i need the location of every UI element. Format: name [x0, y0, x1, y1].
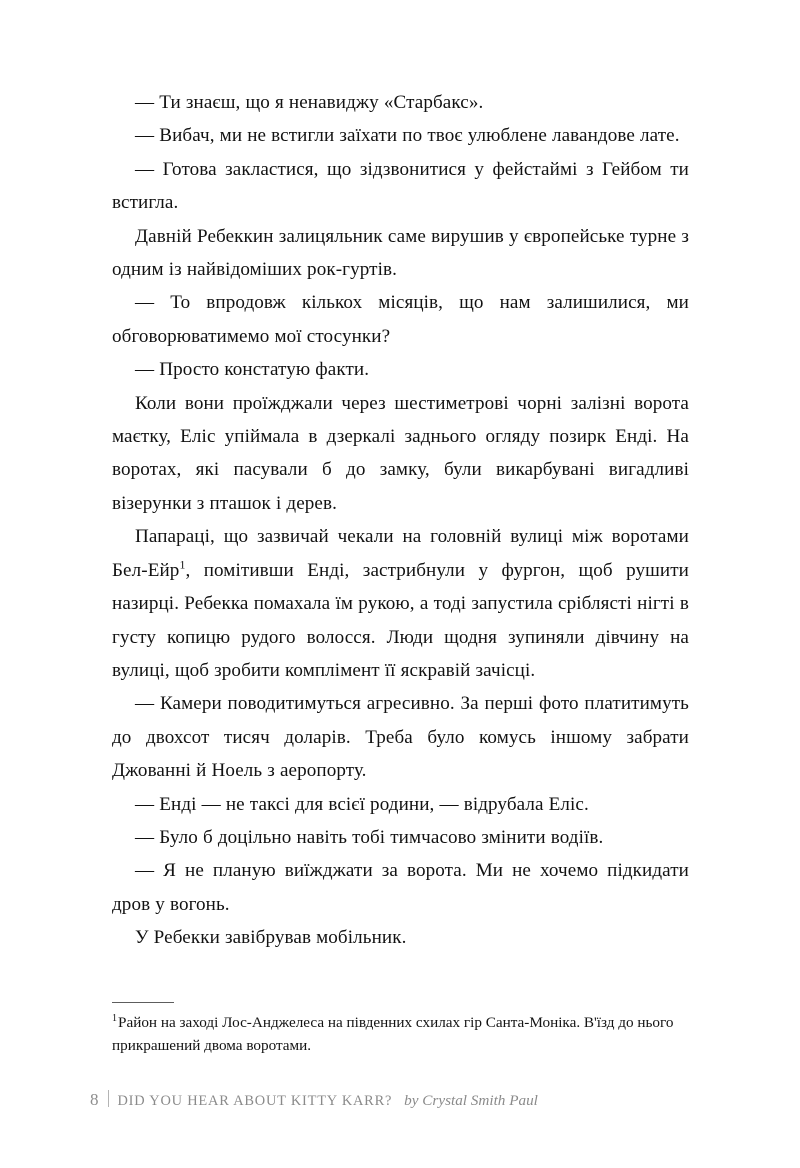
paragraph: — Я не планую виїжджати за ворота. Ми не хочемо підкидати дров у вогонь.	[112, 860, 689, 915]
footnote-number: 1	[112, 1013, 118, 1025]
paragraph: — Енді — не таксі для всієї родини, — відрубала Еліс.	[135, 793, 589, 815]
paragraph: — Просто констатую факти.	[135, 359, 370, 381]
footer-divider	[108, 1090, 109, 1107]
footnote-entry	[112, 1012, 712, 1057]
footnote-block	[112, 1002, 712, 1057]
footnote-separator-rule	[112, 1002, 174, 1003]
paragraph: Давній Ребеккин залицяльник саме вирушив у європейське турне з одним із найвідоміших рок-гуртів.	[112, 225, 689, 281]
footnote-reference-marker[interactable]: 1	[179, 557, 186, 572]
paragraph: — Було б доцільно навіть тобі тимчасово змінити водіїв.	[135, 826, 604, 848]
footer-book-title: DID YOU HEAR ABOUT KITTY KARR?	[117, 1093, 393, 1109]
paragraph: У Ребекки завібрував мобільник.	[135, 927, 407, 949]
paragraph: — Вибач, ми не встигли заїхати по твоє улюблене лавандове лате.	[135, 125, 680, 147]
paragraph: — Ти знаєш, що я ненавиджу «Старбакс».	[135, 92, 484, 113]
paragraph-text-before-footnote: Папараці, що зазвичай чекали на головній вулиці між воротами Бел-Ейр	[112, 526, 689, 581]
footnote-body-text: Район на заході Лос-Анджелеса на південних схилах гір Санта-Моніка. В'їзд до нього прикрашений двома воротами.	[112, 1014, 674, 1054]
paragraph: — Камери поводитимуться агресивно. За перші фото платитимуть до двохсот тисяч доларів. Треба було комусь іншому забрати Джованні й Ноель з аеропорту.	[112, 693, 689, 782]
paragraph: — Готова закластися, що зідзвонитися у фейстаймі з Гейбом ти встигла.	[112, 158, 689, 214]
footer-author-name: by Crystal Smith Paul	[404, 1092, 538, 1109]
paragraph-with-footnote-reference	[112, 520, 689, 687]
paragraph: Коли вони проїжджали через шестиметрові чорні залізні ворота маєтку, Еліс упіймала в дзеркалі заднього огляду позирк Енді. На воротах, які пасували б до замку, були викарбувані вигадливі візерунки з пташок і дерев.	[112, 392, 689, 514]
page-text-block	[112, 86, 689, 955]
running-footer	[90, 1088, 538, 1110]
paragraph-text-after-footnote: , помітивши Енді, застрибнули у фургон, щоб рушити назирці. Ребекка помахала їм рукою, а тоді запустила сріблясті нігті в густу копицю рудого волосся. Люди щодня зупиняли дівчину на вулиці, щоб зробити комплімент її яскравій зачісці.	[112, 559, 689, 681]
paragraph: — То впродовж кількох місяців, що нам залишилися, ми обговорюватимемо мої стосунки?	[112, 292, 689, 347]
page-number: 8	[90, 1090, 99, 1109]
